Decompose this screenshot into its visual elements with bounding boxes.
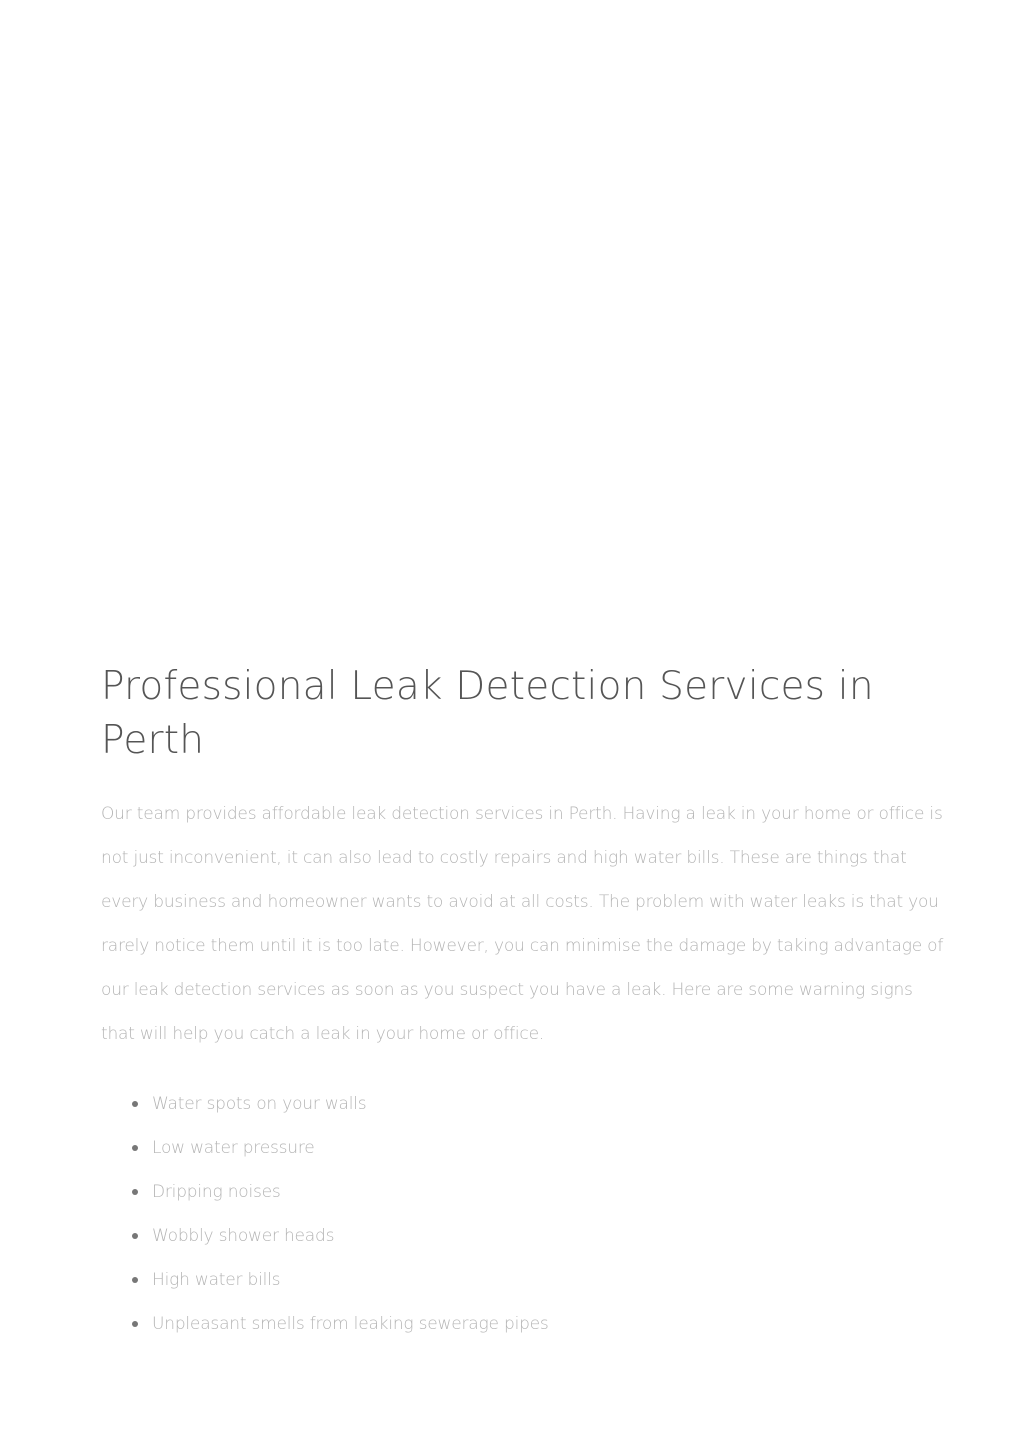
list-item-text: Wobbly shower heads	[152, 1226, 335, 1246]
list-item-text: Dripping noises	[152, 1182, 281, 1202]
list-item	[152, 1082, 961, 1126]
bullet-icon	[132, 1145, 138, 1151]
bullet-icon	[132, 1233, 138, 1239]
intro-paragraph: Our team provides affordable leak detection services in Perth. Having a leak in your home or office is not just inconvenient, it can also lead to costly repairs and high water bills. These are things that every business and homeowner wants to avoid at all costs. The problem with water leaks is that you rarely notice them until it is too late. However, you can minimise the damage by taking advantage of our leak detection services as soon as you suspect you have a leak. Here are some warning signs that will help you catch a leak in your home or office.	[101, 804, 944, 1044]
list-item-text: Unpleasant smells from leaking sewerage pipes	[152, 1314, 549, 1334]
list-item-text: Water spots on your walls	[152, 1094, 367, 1114]
warning-signs-list	[101, 1082, 961, 1346]
list-item	[152, 1258, 961, 1302]
list-item	[152, 1214, 961, 1258]
bullet-icon	[132, 1101, 138, 1107]
list-item	[152, 1302, 961, 1346]
bullet-icon	[132, 1321, 138, 1327]
article-content	[101, 660, 961, 1346]
list-item-text: Low water pressure	[152, 1138, 315, 1158]
list-item	[152, 1126, 961, 1170]
bullet-icon	[132, 1189, 138, 1195]
list-item	[152, 1170, 961, 1214]
page-title: Professional Leak Detection Services in Perth	[101, 664, 874, 763]
bullet-icon	[132, 1277, 138, 1283]
list-item-text: High water bills	[152, 1270, 281, 1290]
